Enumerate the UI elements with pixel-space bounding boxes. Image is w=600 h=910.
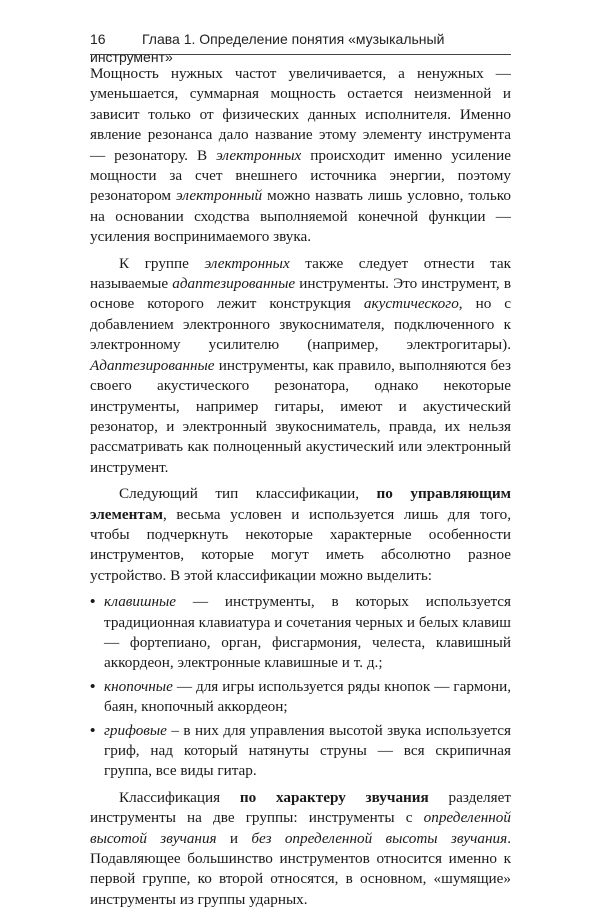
- list-item: • грифовые – в них для управления высотой звука используется гриф, над который натянуты струны — вся скрипичная группа, все виды гитар.: [90, 721, 511, 780]
- bullet-icon: •: [90, 593, 96, 611]
- paragraph-resonator: Мощность нужных частот увеличивается, а ненужных — уменьшается, суммарная мощность остается неизменной и зависит только от физических данных исполнителя. Именно явление резонанса дало название этому элементу инструмента — резонатору. В электронных происходит именно усиление мощности за счет внешнего источника энергии, поэтому резонатором электронный можно назвать лишь условно, только на основании сходства выполняемой конечной функции — усиления воспринимаемого звука.: [90, 65, 511, 246]
- bold-sound-character: по характеру звучания: [239, 788, 429, 806]
- emphasis-electronic-3: электронных: [204, 254, 290, 272]
- bold-control-elements: по управляющим элементам: [90, 485, 511, 523]
- list-item: • кнопочные — для игры используется ряды кнопок — гармони, баян, кнопочный аккордеон;: [90, 677, 511, 716]
- bullet-icon: •: [90, 677, 96, 695]
- emphasis-definite-pitch: определенной высотой звучания: [90, 809, 511, 847]
- header-divider: [90, 54, 511, 55]
- list-term: кнопочные: [104, 677, 173, 695]
- bullet-icon: •: [90, 721, 96, 739]
- emphasis-adapted: адаптезированные: [172, 275, 296, 293]
- emphasis-electronic-2: электронный: [176, 187, 263, 205]
- body-text: [90, 64, 511, 910]
- list-item: • клавишные — инструменты, в которых используется традиционная клавиатура и сочетания черных и белых клавиш — фортепиано, орган, фисгармония, челеста, клавишный аккордеон, электронные клавишные и т. д.;: [90, 593, 511, 672]
- list-term: клавишные: [104, 593, 177, 611]
- paragraph-adapted-instruments: К группе электронных также следует отнести так называемые адаптезированные инструменты. Это инструмент, в основе которого лежит конструкция акустического, но с добавлением электронного звукоснимателя, подключенного к электронному усилителю (например, электрогитары). Адаптезированные инструменты, как правило, выполняются без своего акустического резонатора, однако некоторые инструменты, например гитары, имеют и акустический резонатор, и электронный звукосниматель, правда, их нельзя рассматривать как полноценный акустический или электронный инструмент.: [90, 254, 511, 476]
- paragraph-sound-classification: Классификация по характеру звучания разделяет инструменты на две группы: инструменты с определенной высотой звучания и без определенной высоты звучания. Подавляющее большинство инструментов относится именно к первой группе, ко второй относятся, в основном, «шумящие» инструменты из группы ударных.: [90, 788, 511, 908]
- page-number: 16: [90, 31, 106, 47]
- emphasis-adapted-2: Адаптезированные: [90, 356, 215, 374]
- emphasis-electronic: электронных: [216, 146, 302, 164]
- paragraph-control-classification: Следующий тип классификации, по управляющим элементам, весьма условен и используется лишь для того, чтобы подчеркнуть некоторые характерные особенности инструментов, которые могут иметь абсолютно разное устройство. В этой классификации можно выделить:: [90, 485, 511, 584]
- running-title: Глава 1. Определение понятия «музыкальный инструмент»: [90, 31, 445, 65]
- classification-list: [90, 592, 511, 782]
- emphasis-indefinite-pitch: без определенной высоты звучания: [251, 829, 508, 847]
- list-term: грифовые: [104, 721, 167, 739]
- emphasis-acoustic: акустического: [363, 295, 459, 313]
- running-header: [90, 30, 511, 66]
